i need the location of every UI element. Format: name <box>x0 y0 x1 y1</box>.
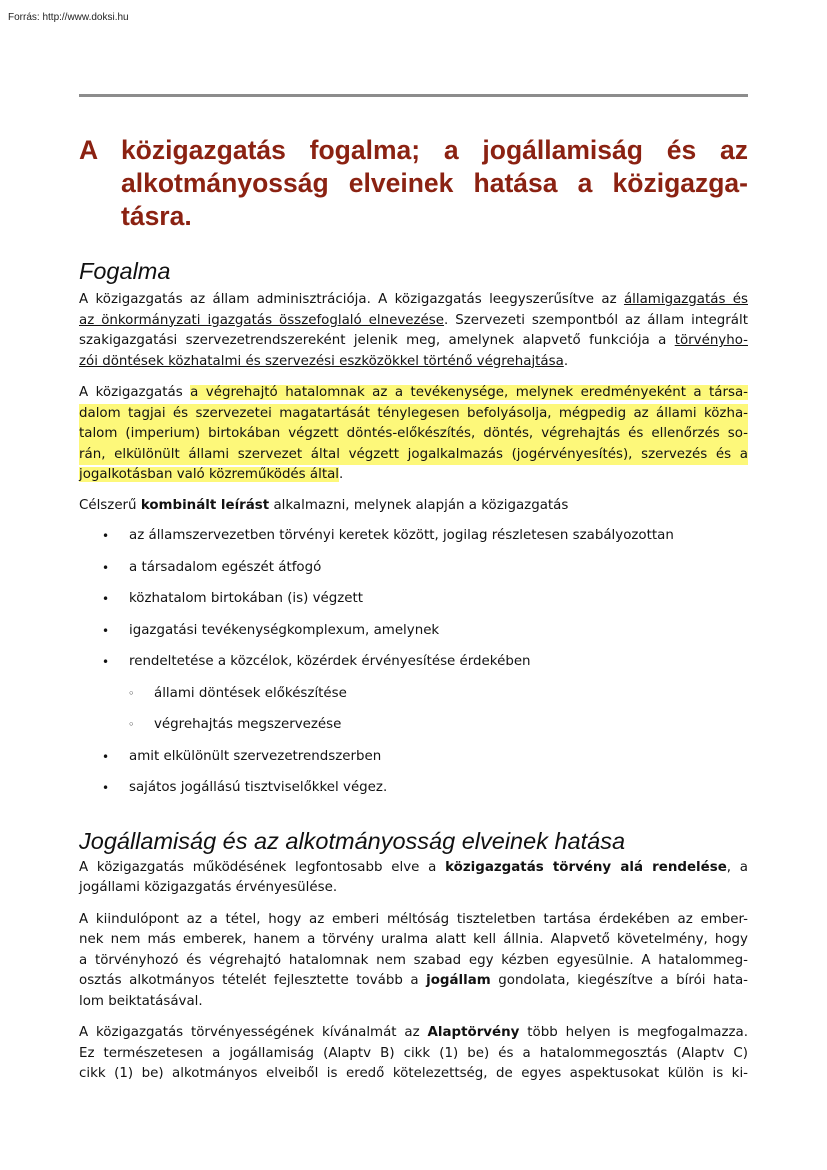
list-item-text: rendeltetése a közcélok, közérdek érvényesítése érdekében <box>129 654 531 669</box>
highlight: dalom tagjai és szervezetei magatartását ténylegesen befolyásolja, mégpedig az állami közha- <box>79 404 748 425</box>
page-title <box>79 134 748 233</box>
paragraph: A közigazgatás működésének legfontosabb elve a közigazgatás törvény alá rendelése, a jogállami közigazgatás érvényesülése. <box>79 859 749 895</box>
bullet-icon: • <box>102 592 110 606</box>
bullet-icon: • <box>102 749 110 764</box>
bullet-list <box>79 526 748 810</box>
section-heading-fogalma: Fogalma <box>79 258 171 284</box>
paragraph: A közigazgatás az állam adminisztrációja. A közigazgatás leegyszerűsítve az államigazgatás és az önkormányzati igazgatás összefoglaló elnevezése. Szervezeti szempontból az állam integrált szakigazgatási szervezetrendszereként jelenik meg, amelynek alapvető funkciója a törvényho- zói döntések közhatalmi és szervezési eszközökkel történő végrehajtása. <box>79 292 748 369</box>
list-item <box>79 526 748 558</box>
list-item <box>79 621 748 653</box>
paragraph: Célszerű kombinált leírást alkalmazni, melynek alapján a közigazgatás <box>79 497 569 513</box>
sub-list-item <box>79 684 748 716</box>
list-item <box>79 558 748 590</box>
highlight: a végrehajtó hatalomnak az a tevékenysége, melynek eredményeként a társa- <box>190 385 749 400</box>
bullet-icon: • <box>102 655 110 669</box>
bullet-icon: • <box>102 781 110 795</box>
list-item <box>79 747 748 779</box>
list-item-text: igazgatási tevékenységkomplexum, amelynek <box>129 622 440 638</box>
bullet-icon: • <box>102 529 110 543</box>
highlight: rán, elkülönült állami szervezet által végzett jogalkalmazás (jogérvényesítés), szervezés és a <box>79 445 748 466</box>
list-item-text: végrehajtás megszervezése <box>154 717 342 732</box>
document-body <box>79 134 748 1085</box>
list-item-text: amit elkülönült szervezetrendszerben <box>129 748 382 764</box>
bullet-icon: • <box>102 623 110 638</box>
paragraph: A kiindulópont az a tétel, hogy az emberi méltóság tiszteletben tartása érdekében az ember- nek nem más emberek, hanem a törvény uralma alatt kell állnia. Alapvető követelmény, hogy a törvényhozó és végrehajtó hatalomnak nem szabad egy kézben egyesülnie. A hatalommeg- osztás alkotmányos tételét fejlesztette tovább a jogállam gondolata, kiegészítve a bírói hata- lom beiktatásával. <box>79 911 748 1009</box>
paragraph-highlighted: A közigazgatás a végrehajtó hatalomnak az a tevékenysége, melynek eredményeként a társa- dalom tagjai és szervezetei magatartását ténylegesen befolyásolja, mégpedig az állami közha- talom (imperium) birtokában végzett döntés-előkészítés, döntés, végrehajtás és ellenőrzés so- rán, elkülönült állami szervezet által végzett jogalkalmazás (jogérvényesítés), szervezés és a jogalkotásban való közreműködés által. <box>79 385 749 482</box>
list-item-text: közhatalom birtokában (is) végzett <box>129 591 364 606</box>
list-item-text: állami döntések előkészítése <box>154 685 347 701</box>
highlight: talom (imperium) birtokában végzett döntés-előkészítés, döntés, végrehajtás és ellenőrzés so- <box>79 424 748 445</box>
title-line: A közigazgatás fogalma; a jogállamiság és az <box>79 135 748 165</box>
list-item-text: a társadalom egészét átfogó <box>129 559 322 575</box>
section-heading-jogallamisag: Jogállamiság és az alkotmányosság elveinek hatása <box>79 827 626 854</box>
circle-bullet-icon: ◦ <box>128 686 135 700</box>
sub-list-item <box>79 715 748 747</box>
list-item-text: az államszervezetben törvényi keretek között, jogilag részletesen szabályozottan <box>129 528 674 543</box>
list-item <box>79 778 748 810</box>
source-note: Forrás: http://www.doksi.hu <box>8 12 129 23</box>
title-line: tásra. <box>121 201 192 231</box>
highlight: jogalkotásban való közreműködés által <box>79 467 340 482</box>
circle-bullet-icon: ◦ <box>128 718 135 731</box>
list-item <box>79 589 748 621</box>
title-line: alkotmányosság elveinek hatása a közigazga- <box>121 168 748 198</box>
list-item <box>79 652 748 684</box>
paragraph: A közigazgatás törvényességének kívánalmát az Alaptörvény több helyen is megfogalmazza. Ez természetesen a jogállamiság (Alaptv B) cikk (1) be) és a hatalommegosztás (Alaptv C) cikk (1) be) alkotmányos elveiből is eredő kötelezettség, de egyes aspektusokat külön is ki- <box>79 1025 748 1081</box>
list-item-text: sajátos jogállású tisztviselőkkel végez. <box>129 780 388 795</box>
header-rule <box>79 94 748 97</box>
bullet-icon: • <box>102 560 110 575</box>
